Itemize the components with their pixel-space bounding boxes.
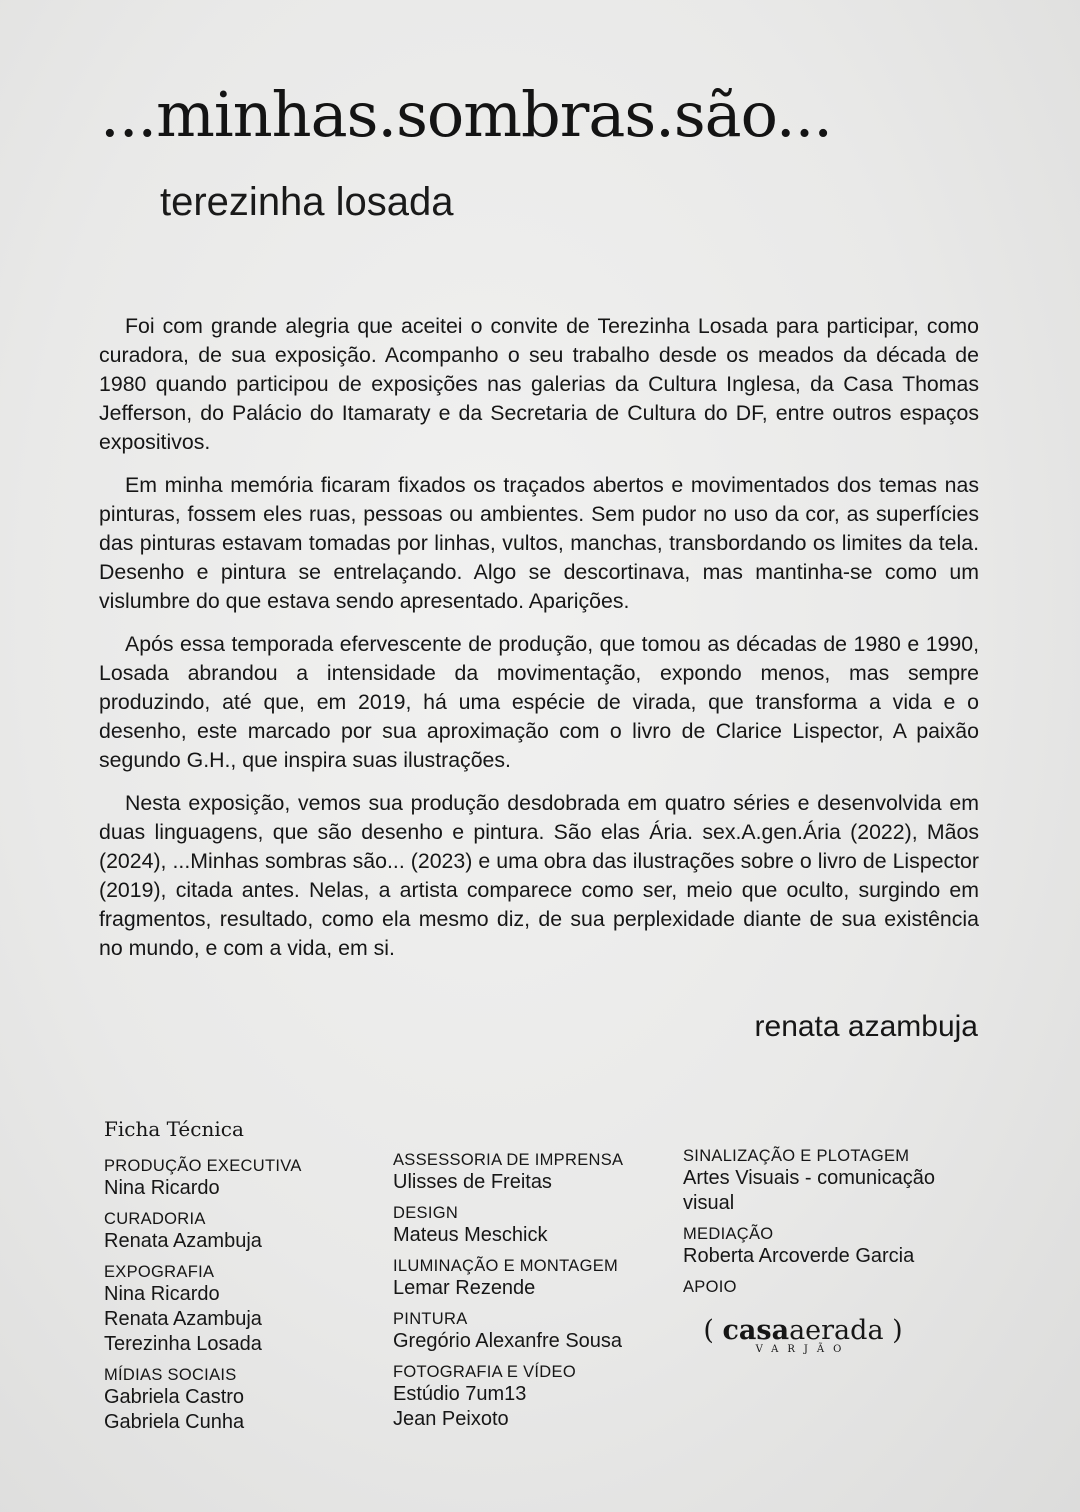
credit-heading: APOIO — [683, 1278, 737, 1296]
signature: renata azambuja — [754, 1010, 978, 1043]
credit-name: Nina Ricardo — [104, 1283, 220, 1305]
paragraph: Foi com grande alegria que aceitei o convite de Terezinha Losada para participar, como curadora, de sua exposição. Acompanho o seu trabalho desde os meados da década de 1980 quando participou de exposições nas galerias da Cultura Inglesa, da Casa Thomas Jefferson, do Palácio do Itamaraty e da Secretaria de Cultura do DF, entre outros espaços expositivos. — [99, 314, 979, 454]
credit-heading: ILUMINAÇÃO E MONTAGEM — [393, 1257, 619, 1275]
credit-heading: MEDIAÇÃO — [683, 1225, 774, 1243]
credit-name: Terezinha Losada — [104, 1333, 262, 1355]
logo-sub: VARJÃO — [755, 1344, 851, 1355]
logo-light: aerada — [789, 1315, 884, 1346]
credit-name: Nina Ricardo — [104, 1177, 220, 1199]
credit-name: Gregório Alexanfre Sousa — [393, 1330, 623, 1352]
logo-bold: casa — [722, 1315, 790, 1346]
credit-heading: CURADORIA — [104, 1210, 206, 1228]
credit-name: Gabriela Castro — [104, 1386, 245, 1408]
credit-name: Gabriela Cunha — [104, 1411, 245, 1433]
credits-column-3 — [683, 1138, 973, 1355]
credit-heading: FOTOGRAFIA E VÍDEO — [393, 1363, 576, 1381]
curatorial-text — [99, 312, 979, 977]
credit-heading: SINALIZAÇÃO E PLOTAGEM — [683, 1147, 910, 1165]
credit-name: Mateus Meschick — [393, 1224, 548, 1246]
credit-name: Ulisses de Freitas — [393, 1171, 552, 1193]
credit-heading: DESIGN — [393, 1204, 459, 1222]
credit-name: Roberta Arcoverde Garcia — [683, 1245, 915, 1267]
paragraph: Após essa temporada efervescente de produção, que tomou as décadas de 1980 e 1990, Losada abrandou a intensidade da movimentação, expondo menos, mas sempre produzindo, até que, em 2019, há uma espécie de virada, que transforma a vida e o desenho, este marcado por sua aproximação com o livro de Clarice Lispector, A paixão segundo G.H., que inspira suas ilustrações. — [99, 632, 979, 772]
credit-name: Renata Azambuja — [104, 1230, 262, 1252]
credit-name: Renata Azambuja — [104, 1308, 262, 1330]
credit-heading: EXPOGRAFIA — [104, 1263, 215, 1281]
credit-name: Estúdio 7um13 — [393, 1383, 527, 1405]
credit-heading: PRODUÇÃO EXECUTIVA — [104, 1157, 302, 1175]
credit-name: Jean Peixoto — [393, 1408, 509, 1430]
credits-column-2 — [393, 1142, 673, 1432]
credit-name: Artes Visuais - comunicação visual — [683, 1167, 935, 1214]
artist-name: terezinha losada — [160, 180, 454, 224]
paragraph: Nesta exposição, vemos sua produção desdobrada em quatro séries e desenvolvida em duas linguagens, que são desenho e pintura. São elas Ária. sex.A.gen.Ária (2022), Mãos (2024), ...Minhas sombras são... (2023) e uma obra das ilustrações sobre o livro de Lispector (2019), citada antes. Nelas, a artista comparece como ser, meio que oculto, surgindo em fragmentos, resultado, como ela mesmo diz, de sua perplexidade diante de sua existência no mundo, e com a vida, em si. — [99, 791, 979, 960]
exhibition-title: ...minhas.sombras.são... — [100, 78, 832, 151]
credit-heading: PINTURA — [393, 1310, 468, 1328]
paragraph: Em minha memória ficaram fixados os traçados abertos e movimentados dos temas nas pinturas, fossem eles ruas, pessoas ou ambientes. Sem pudor no uso da cor, as superfícies das pinturas estavam tomadas por linhas, vultos, manchas, transbordando os limites da tela. Desenho e pintura se entrelaçando. Algo se descortinava, mas mantinha-se como um vislumbre do que estava sendo apresentado. Aparições. — [99, 473, 979, 613]
credit-name: Lemar Rezende — [393, 1277, 536, 1299]
casaaerada-logo: ( casaaerada ) VARJÃO — [683, 1315, 923, 1355]
credit-heading: ASSESSORIA DE IMPRENSA — [393, 1151, 624, 1169]
credits-column-1 — [104, 1148, 394, 1435]
credit-heading: MÍDIAS SOCIAIS — [104, 1366, 237, 1384]
credits-title: Ficha Técnica — [104, 1117, 244, 1141]
